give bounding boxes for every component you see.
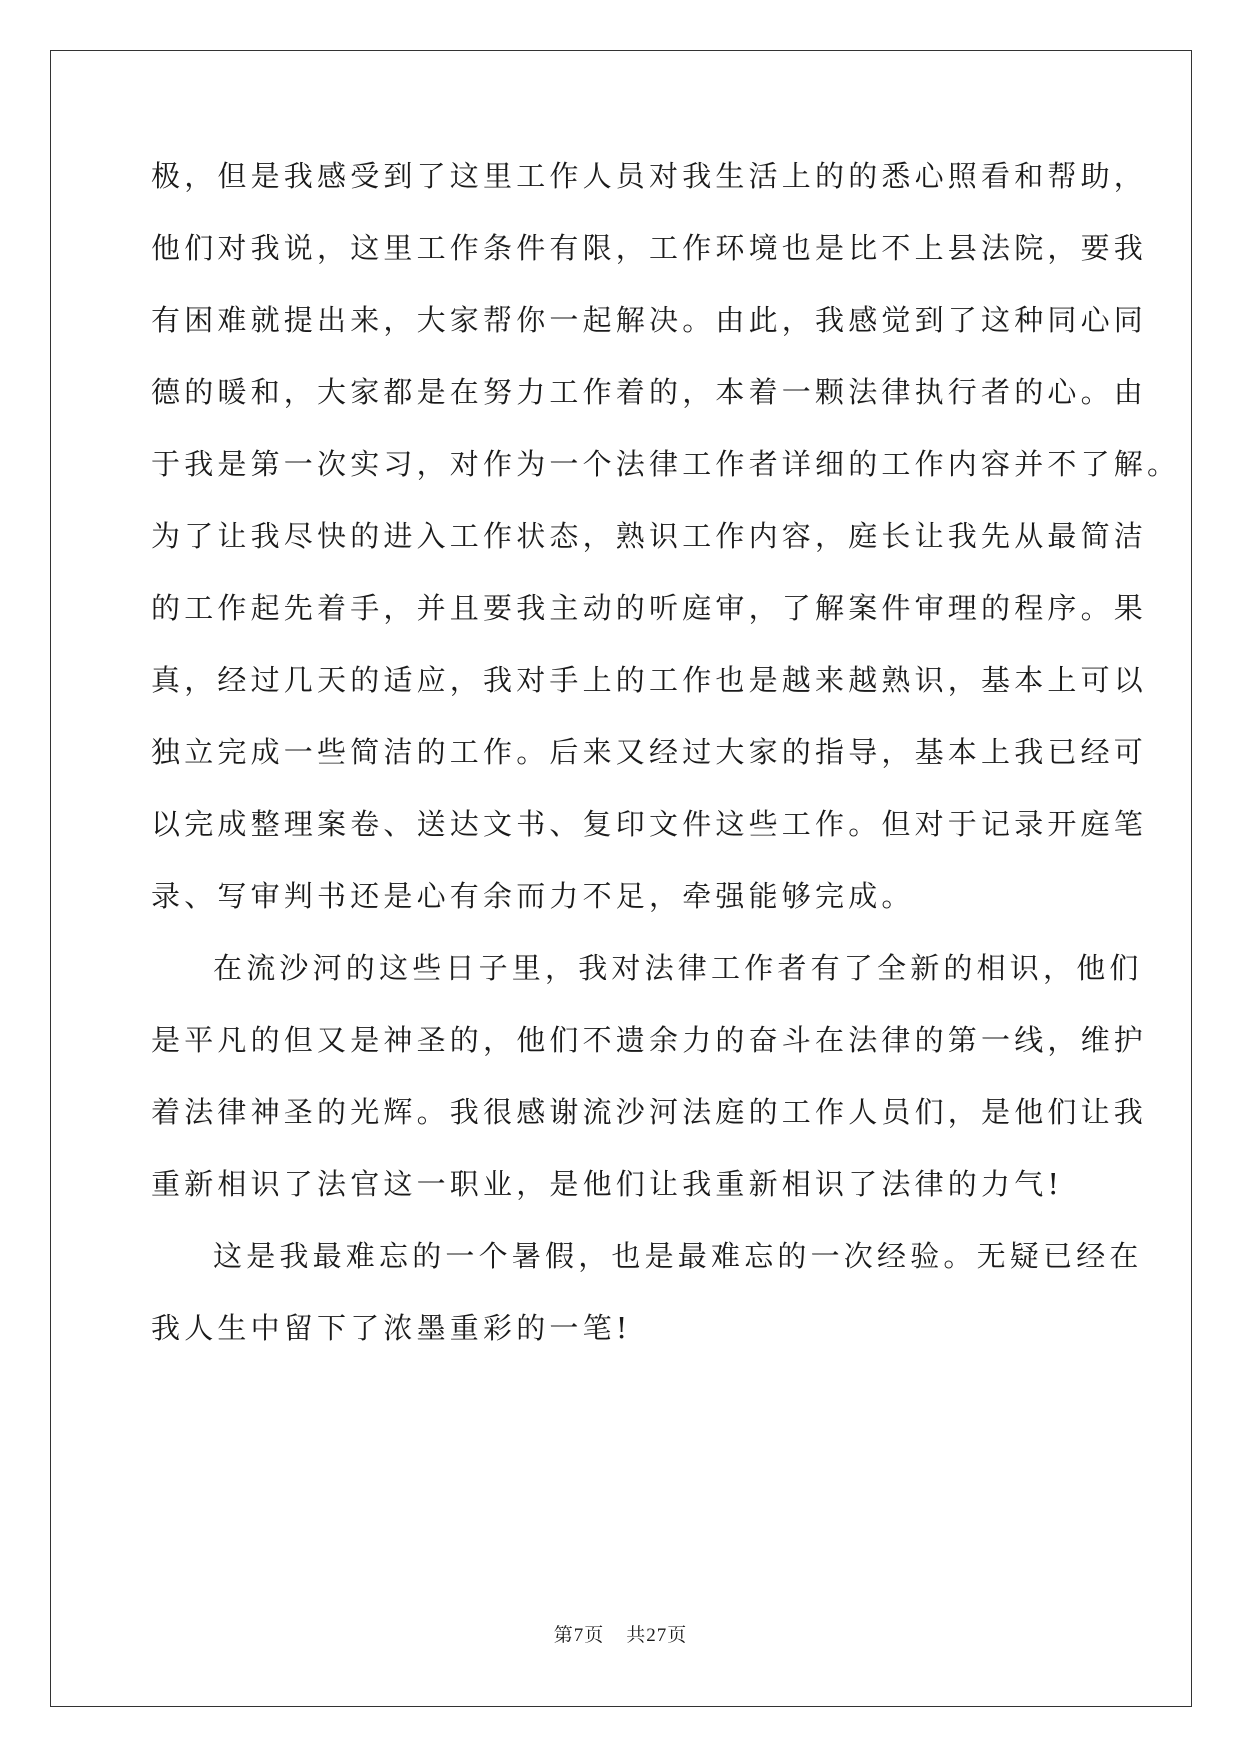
text-line: 极，但是我感受到了这里工作人员对我生活上的的悉心照看和帮助，	[151, 159, 1148, 193]
paragraph-start-line: 这是我最难忘的一个暑假，也是最难忘的一次经验。无疑已经在	[213, 1239, 1143, 1273]
text-line: 有困难就提出来，大家帮你一起解决。由此，我感觉到了这种同心同	[151, 303, 1148, 337]
page-number-current: 第7页	[553, 1625, 605, 1646]
page-number-total: 共27页	[626, 1625, 688, 1646]
page-footer	[0, 1620, 1241, 1647]
text-line: 为了让我尽快的进入工作状态，熟识工作内容，庭长让我先从最简洁	[151, 519, 1148, 553]
text-line: 的工作起先着手，并且要我主动的听庭审，了解案件审理的程序。果	[151, 591, 1148, 625]
text-line: 德的暖和，大家都是在努力工作着的，本着一颗法律执行者的心。由	[151, 375, 1148, 409]
text-line: 他们对我说，这里工作条件有限，工作环境也是比不上县法院，要我	[151, 231, 1148, 265]
text-line: 以完成整理案卷、送达文书、复印文件这些工作。但对于记录开庭笔	[151, 807, 1148, 841]
text-line: 于我是第一次实习，对作为一个法律工作者详细的工作内容并不了解。	[151, 447, 1181, 481]
text-line: 着法律神圣的光辉。我很感谢流沙河法庭的工作人员们，是他们让我	[151, 1095, 1148, 1129]
text-line: 真，经过几天的适应，我对手上的工作也是越来越熟识，基本上可以	[151, 663, 1148, 697]
paragraph-start-line: 在流沙河的这些日子里，我对法律工作者有了全新的相识，他们	[213, 951, 1143, 985]
text-line: 独立完成一些简洁的工作。后来又经过大家的指导，基本上我已经可	[151, 735, 1148, 769]
text-line: 录、写审判书还是心有余而力不足，牵强能够完成。	[151, 879, 915, 913]
text-line: 我人生中留下了浓墨重彩的一笔!	[151, 1311, 632, 1345]
text-line: 是平凡的但又是神圣的，他们不遗余力的奋斗在法律的第一线，维护	[151, 1023, 1148, 1057]
text-line: 重新相识了法官这一职业，是他们让我重新相识了法律的力气!	[151, 1167, 1064, 1201]
